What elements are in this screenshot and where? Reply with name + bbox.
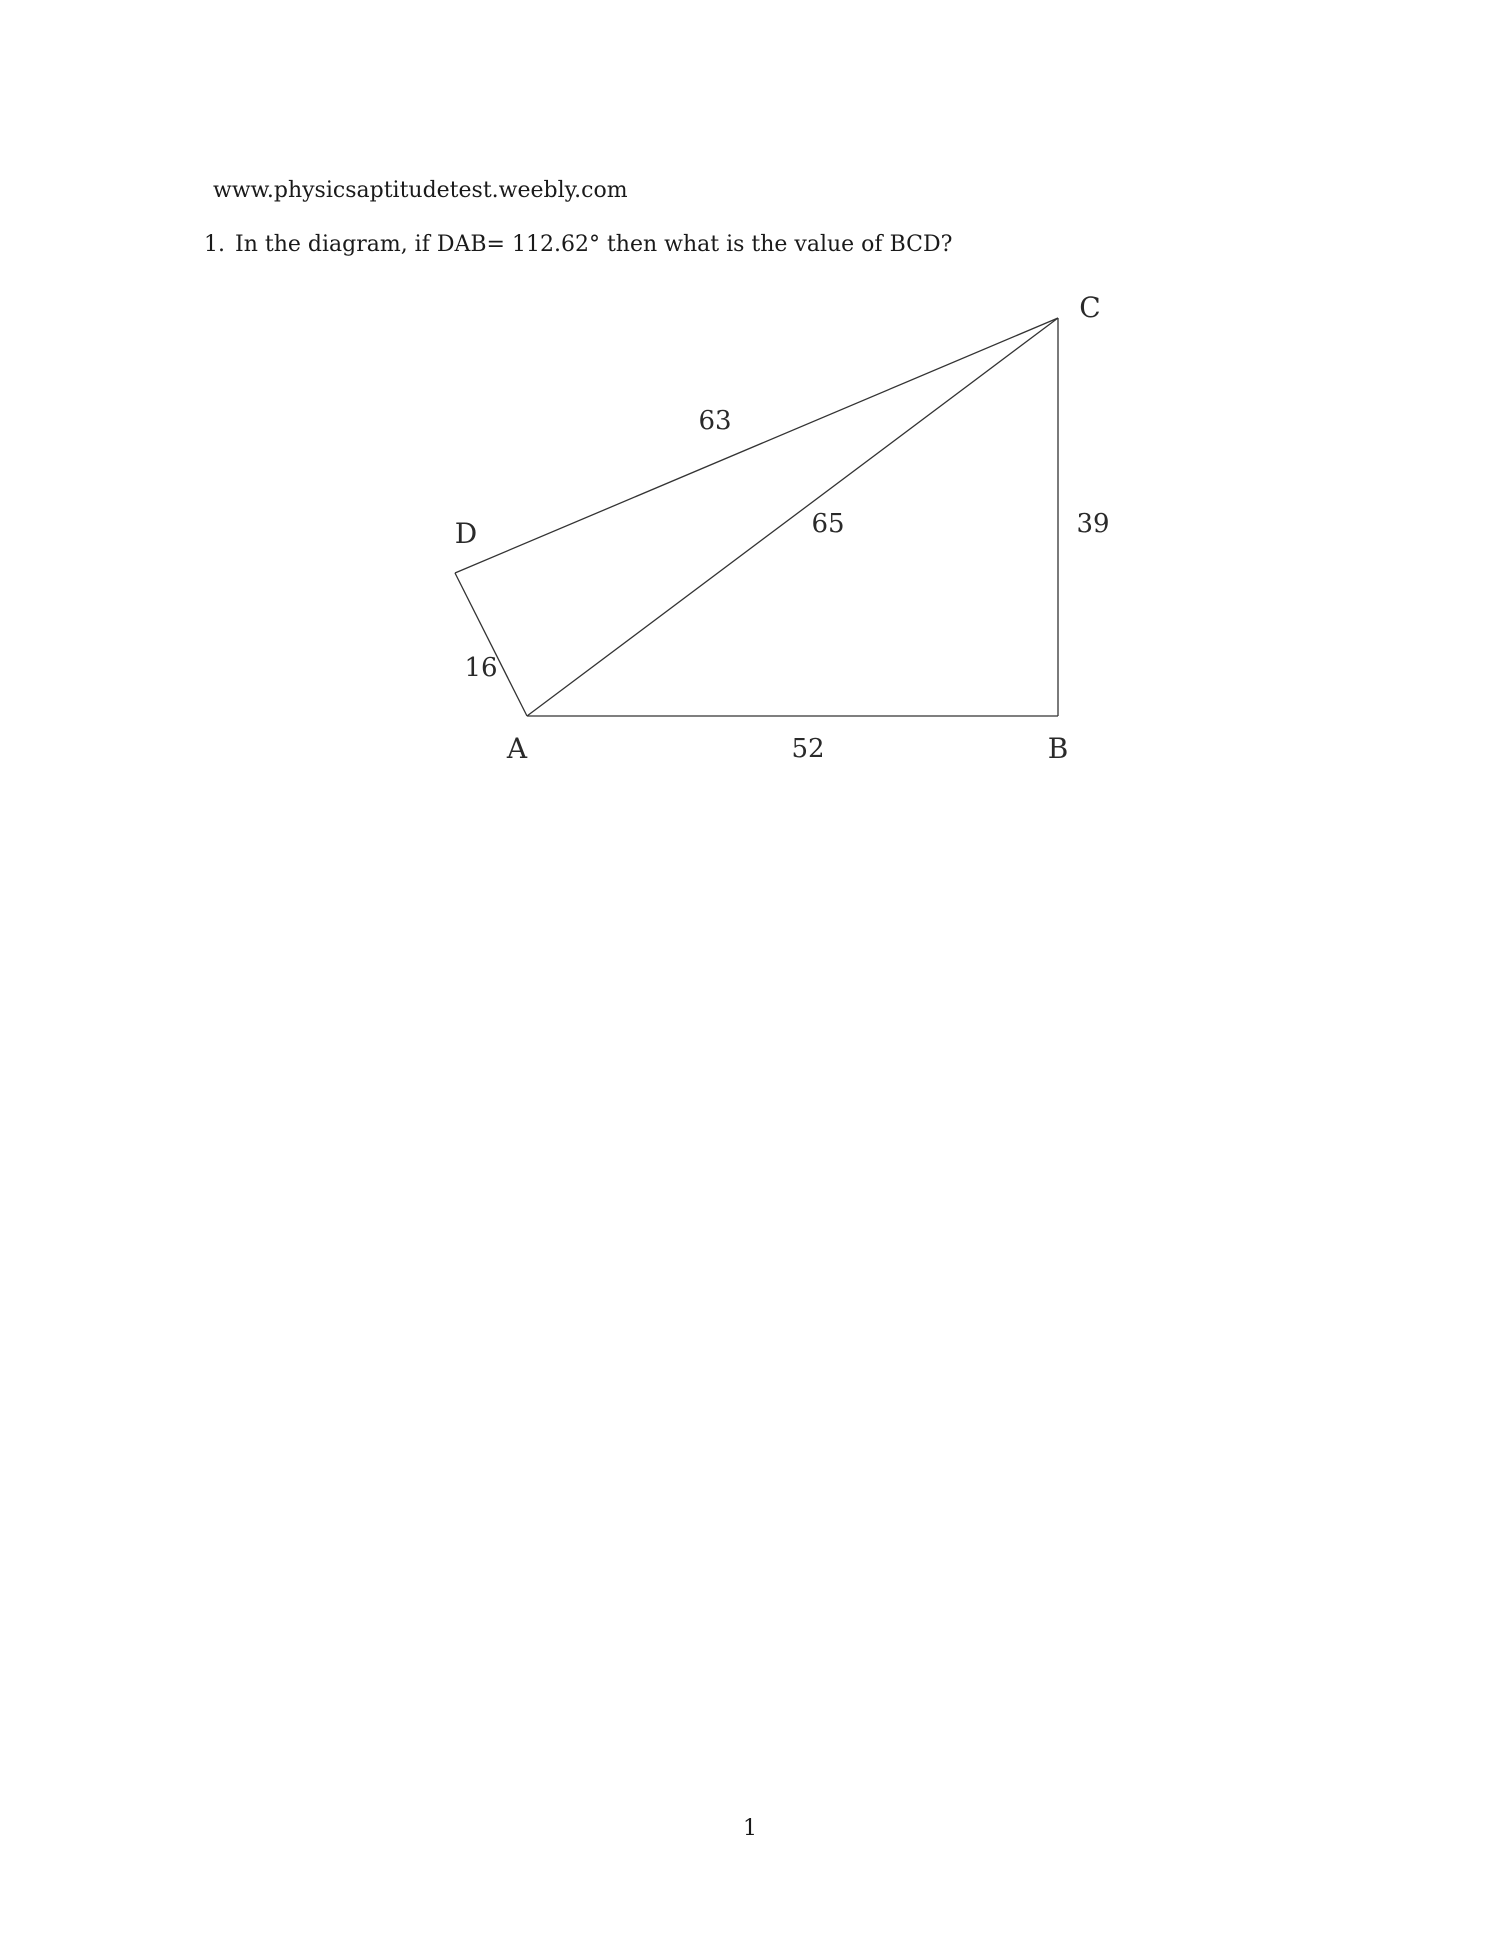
side-length-dc: 63 xyxy=(698,406,732,436)
side-length-bc: 39 xyxy=(1076,509,1110,539)
page-number: 1 xyxy=(743,1816,757,1841)
vertex-label-b: B xyxy=(1047,732,1069,765)
side-length-ac: 65 xyxy=(811,509,845,539)
website-url: www.physicsaptitudetest.weebly.com xyxy=(213,178,628,203)
side-ac xyxy=(527,318,1058,716)
vertex-label-c: C xyxy=(1079,291,1101,324)
vertex-label-a: A xyxy=(506,732,528,765)
side-dc xyxy=(455,318,1058,573)
question-number: 1. xyxy=(204,232,225,257)
side-length-ab: 52 xyxy=(791,734,825,764)
question-text: In the diagram, if DAB= 112.62° then what is the value of BCD? xyxy=(235,232,953,257)
vertex-label-d: D xyxy=(454,517,478,550)
side-da xyxy=(455,573,527,716)
side-length-da: 16 xyxy=(464,653,498,683)
